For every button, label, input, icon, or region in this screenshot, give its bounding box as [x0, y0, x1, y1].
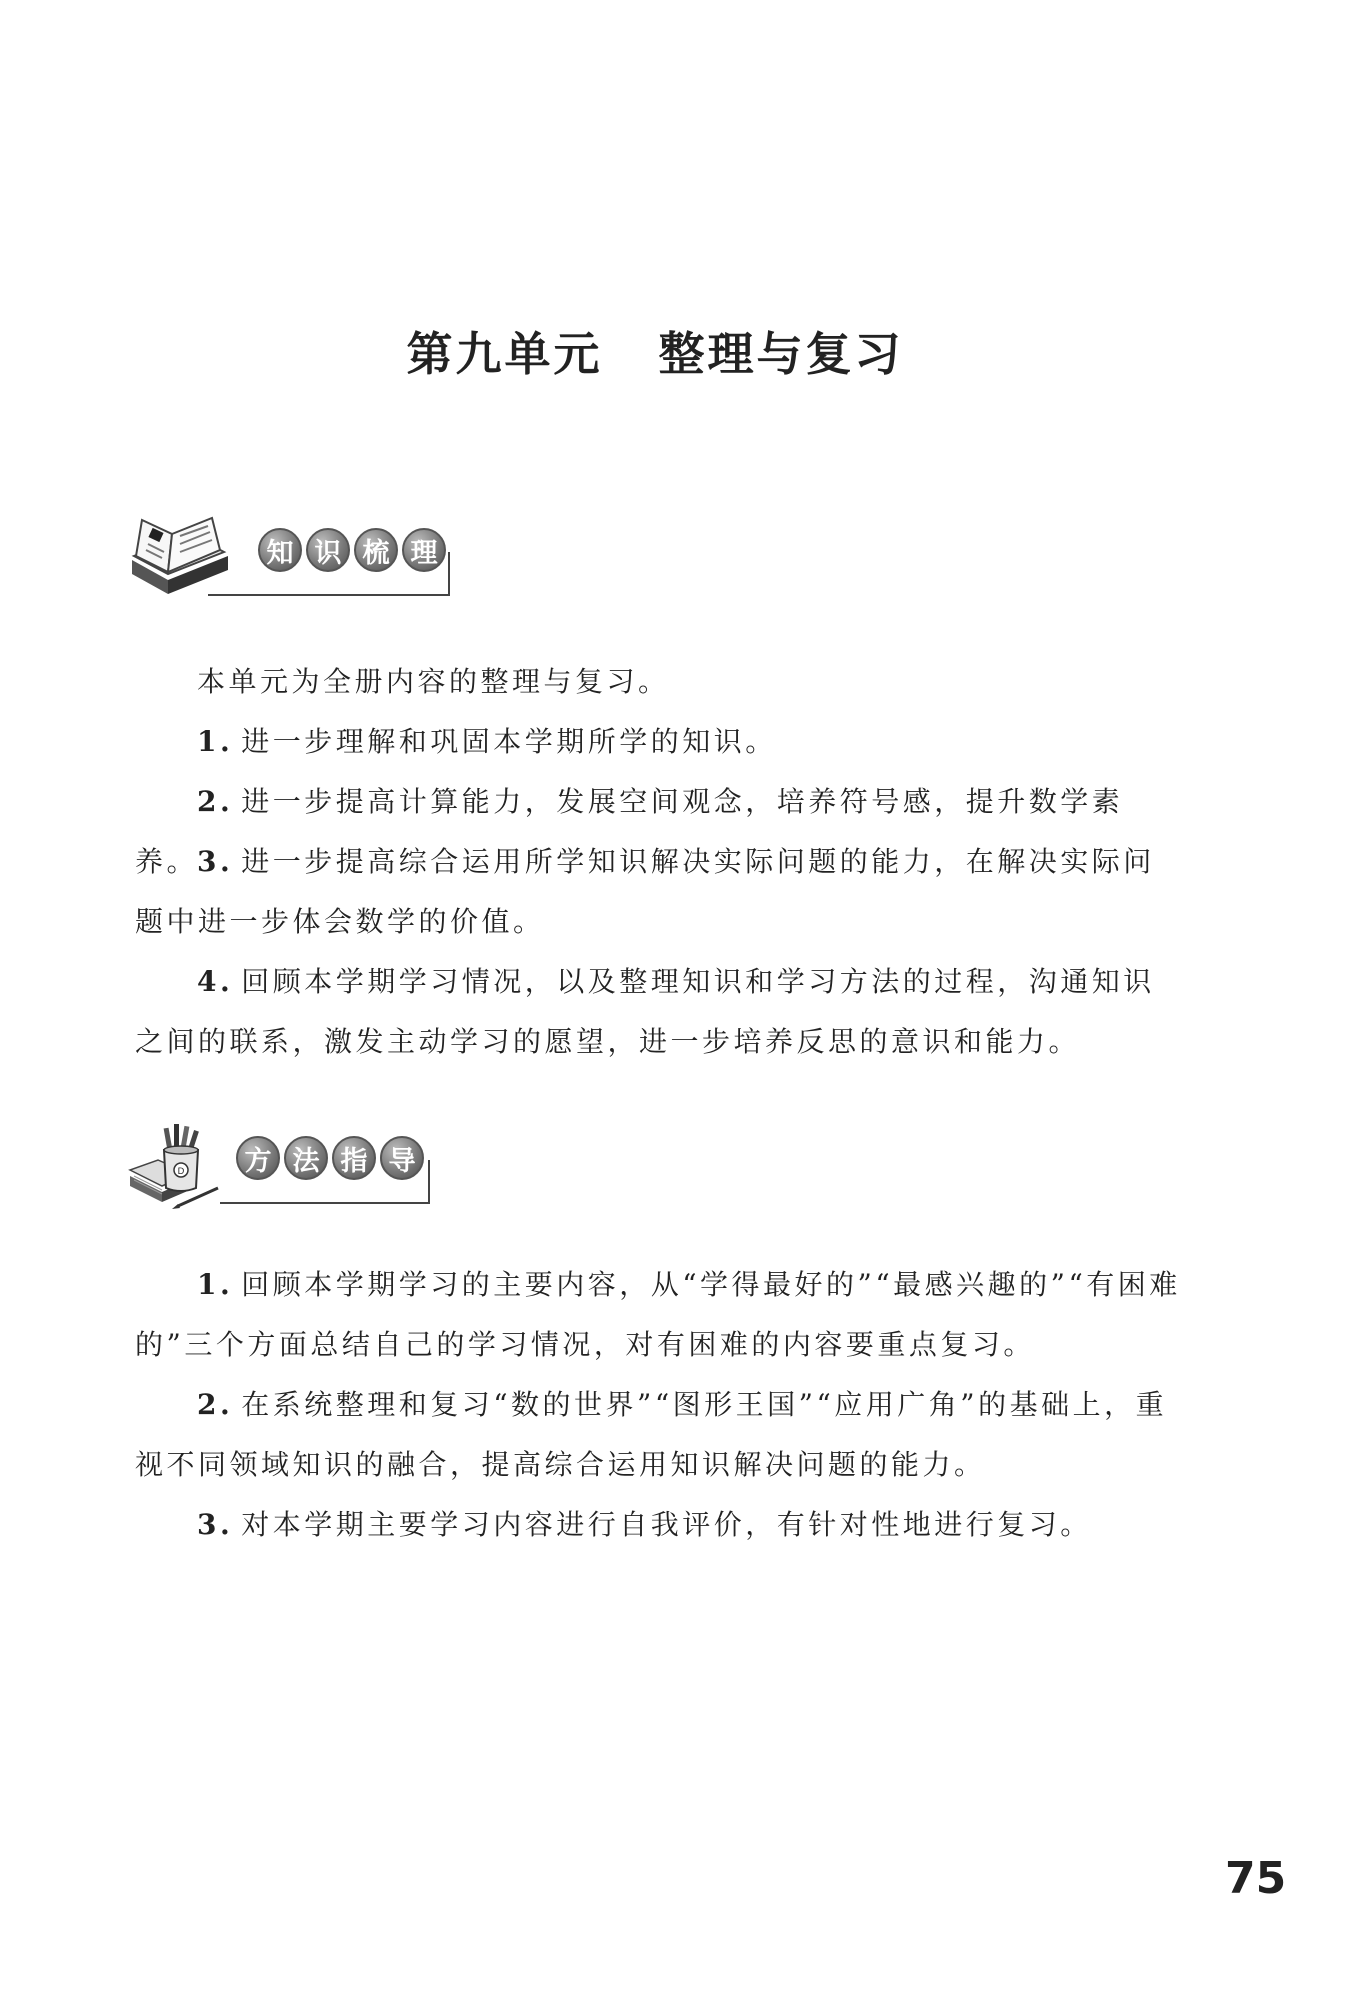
unit-name: 整理与复习 [658, 327, 904, 381]
svg-text:D: D [177, 1167, 185, 1177]
badge-char: 识 [306, 528, 350, 572]
section1-item-3: 3. 进一步提高综合运用所学知识解决实际问题的能力，在解决实际问题中进一步体会数学的价值。 [135, 845, 1155, 938]
badge-char: 导 [380, 1136, 424, 1180]
section-header-method [128, 1118, 438, 1210]
section2-item-3: 3. 对本学期主要学习内容进行自我评价，有针对性地进行复习。 [197, 1508, 1092, 1541]
badge-char: 指 [332, 1136, 376, 1180]
section1-item-4: 4. 回顾本学期学习情况，以及整理知识和学习方法的过程，沟通知识之间的联系，激发主动学习的愿望，进一步培养反思的意识和能力。 [135, 965, 1155, 1058]
section1-intro: 本单元为全册内容的整理与复习。 [197, 665, 670, 698]
section-underline [220, 1160, 430, 1204]
section1-item-1: 1. 进一步理解和巩固本学期所学的知识。 [197, 725, 777, 758]
section2-item-2: 2. 在系统整理和复习“数的世界”“图形王国”“应用广角”的基础上，重视不同领域知识的融合，提高综合运用知识解决问题的能力。 [135, 1388, 1168, 1481]
page-number: 75 [1225, 1853, 1287, 1904]
section-header-knowledge [128, 512, 458, 602]
badge-char: 知 [258, 528, 302, 572]
badge-char: 方 [236, 1136, 280, 1180]
badge-char: 法 [284, 1136, 328, 1180]
unit-number: 第九单元 [406, 327, 603, 381]
badge-char: 梳 [354, 528, 398, 572]
section-underline [208, 552, 450, 596]
section2-item-1: 1. 回顾本学期学习的主要内容，从“学得最好的”“最感兴趣的”“有困难的”三个方面总结自己的学习情况，对有困难的内容要重点复习。 [135, 1268, 1181, 1361]
badge-char: 理 [402, 528, 446, 572]
section1-item-2: 2. 进一步提高计算能力，发展空间观念，培养符号感，提升数学素养。 [135, 785, 1124, 878]
unit-title [0, 318, 1310, 384]
pencil-cup-icon [128, 1118, 228, 1210]
